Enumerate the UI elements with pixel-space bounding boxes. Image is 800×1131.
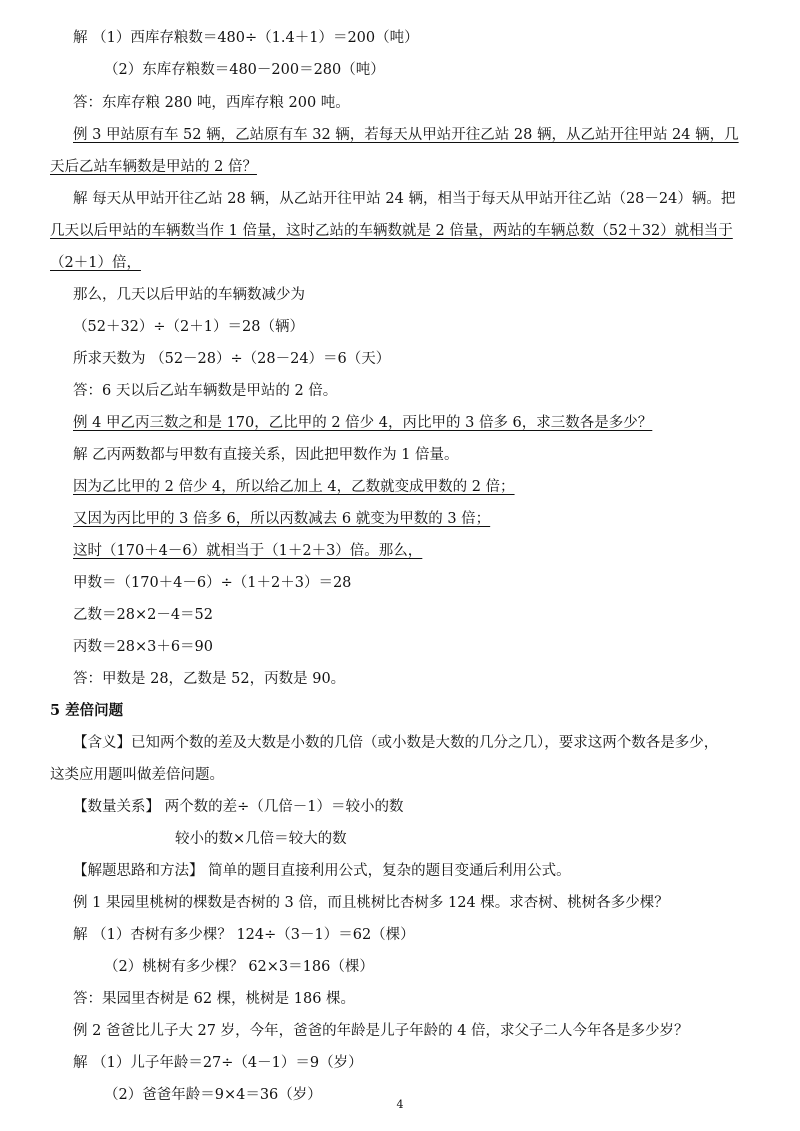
page-number: 4 (396, 1098, 404, 1111)
text-line-2: （2）东库存粮数＝480－200＝280（吨） (104, 62, 385, 78)
text-line-1: 解 （1）西库存粮数＝480÷（1.4＋1）＝200（吨） (73, 30, 419, 46)
example-1-question: 例 1 果园里桃树的棵数是杏树的 3 倍，而且桃树比杏树多 124 棵。求杏树、桃树各多少棵？ (73, 895, 669, 911)
text-line-3: 答：东库存粮 280 吨，西库存粮 200 吨。 (73, 95, 350, 111)
example-2-question: 例 2 爸爸比儿子大 27 岁，今年，爸爸的年龄是儿子年龄的 4 倍，求父子二人今年各是多少岁？ (73, 1023, 689, 1039)
text-line-10: （52＋32）÷（2＋1）＝28（辆） (73, 319, 304, 335)
method-line: 【解题思路和方法】 简单的题目直接利用公式，复杂的题目变通后利用公式。 (73, 863, 571, 879)
section-heading: 5 差倍问题 (50, 702, 124, 719)
text-line-19: 乙数＝28×2－4＝52 (73, 607, 214, 623)
text-line-11: 所求天数为 （52－28）÷（28－24）＝6（天） (73, 351, 391, 367)
definition-line-2: 这类应用题叫做差倍问题。 (50, 767, 224, 783)
quantity-relation-line-1: 【数量关系】 两个数的差÷（几倍－1）＝较小的数 (73, 799, 404, 815)
text-line-30: （2）桃树有多少棵？ 62×3＝186（棵） (104, 959, 374, 975)
text-line-34: （2）爸爸年龄＝9×4＝36（岁） (104, 1087, 322, 1103)
example-4-question: 例 4 甲乙丙三数之和是 170，乙比甲的 2 倍少 4，丙比甲的 3 倍多 6，求三数各是多少？ (73, 415, 653, 431)
text-line-6: 解 每天从甲站开往乙站 28 辆，从乙站开往甲站 24 辆，相当于每天从甲站开往乙站（28－24）辆。把 (73, 191, 736, 207)
definition-line-1: 【含义】已知两个数的差及大数是小数的几倍（或小数是大数的几分之几），要求这两个数各是多少， (73, 735, 719, 751)
text-line-16: 又因为丙比甲的 3 倍多 6，所以丙数减去 6 就变为甲数的 3 倍； (73, 511, 491, 527)
text-line-20: 丙数＝28×3＋6＝90 (73, 639, 214, 655)
text-line-9: 那么，几天以后甲站的车辆数减少为 (73, 287, 305, 303)
text-line-21: 答：甲数是 28，乙数是 52，丙数是 90。 (73, 671, 346, 687)
quantity-relation-line-2: 较小的数×几倍＝较大的数 (175, 831, 347, 847)
text-line-29: 解 （1）杏树有多少棵？ 124÷（3－1）＝62（棵） (73, 927, 415, 943)
text-line-33: 解 （1）儿子年龄＝27÷（4－1）＝9（岁） (73, 1055, 363, 1071)
text-line-8: （2＋1）倍， (50, 255, 141, 271)
text-line-17: 这时（170＋4－6）就相当于（1＋2＋3）倍。那么， (73, 543, 423, 559)
text-line-7: 几天以后甲站的车辆数当作 1 倍量，这时乙站的车辆数就是 2 倍量，两站的车辆总数（52＋32）就相当于 (50, 223, 733, 239)
text-line-18: 甲数＝（170＋4－6）÷（1＋2＋3）＝28 (73, 575, 352, 591)
text-line-14: 解 乙丙两数都与甲数有直接关系，因此把甲数作为 1 倍量。 (73, 447, 459, 463)
text-line-15: 因为乙比甲的 2 倍少 4，所以给乙加上 4，乙数就变成甲数的 2 倍； (73, 479, 515, 495)
example-3-question-line-2: 天后乙站车辆数是甲站的 2 倍？ (50, 159, 257, 175)
text-line-12: 答：6 天以后乙站车辆数是甲站的 2 倍。 (73, 383, 338, 399)
example-3-question-line-1: 例 3 甲站原有车 52 辆，乙站原有车 32 辆，若每天从甲站开往乙站 28 辆，从乙站开往甲站 24 辆，几 (73, 127, 739, 143)
text-line-31: 答：果园里杏树是 62 棵，桃树是 186 棵。 (73, 991, 356, 1007)
